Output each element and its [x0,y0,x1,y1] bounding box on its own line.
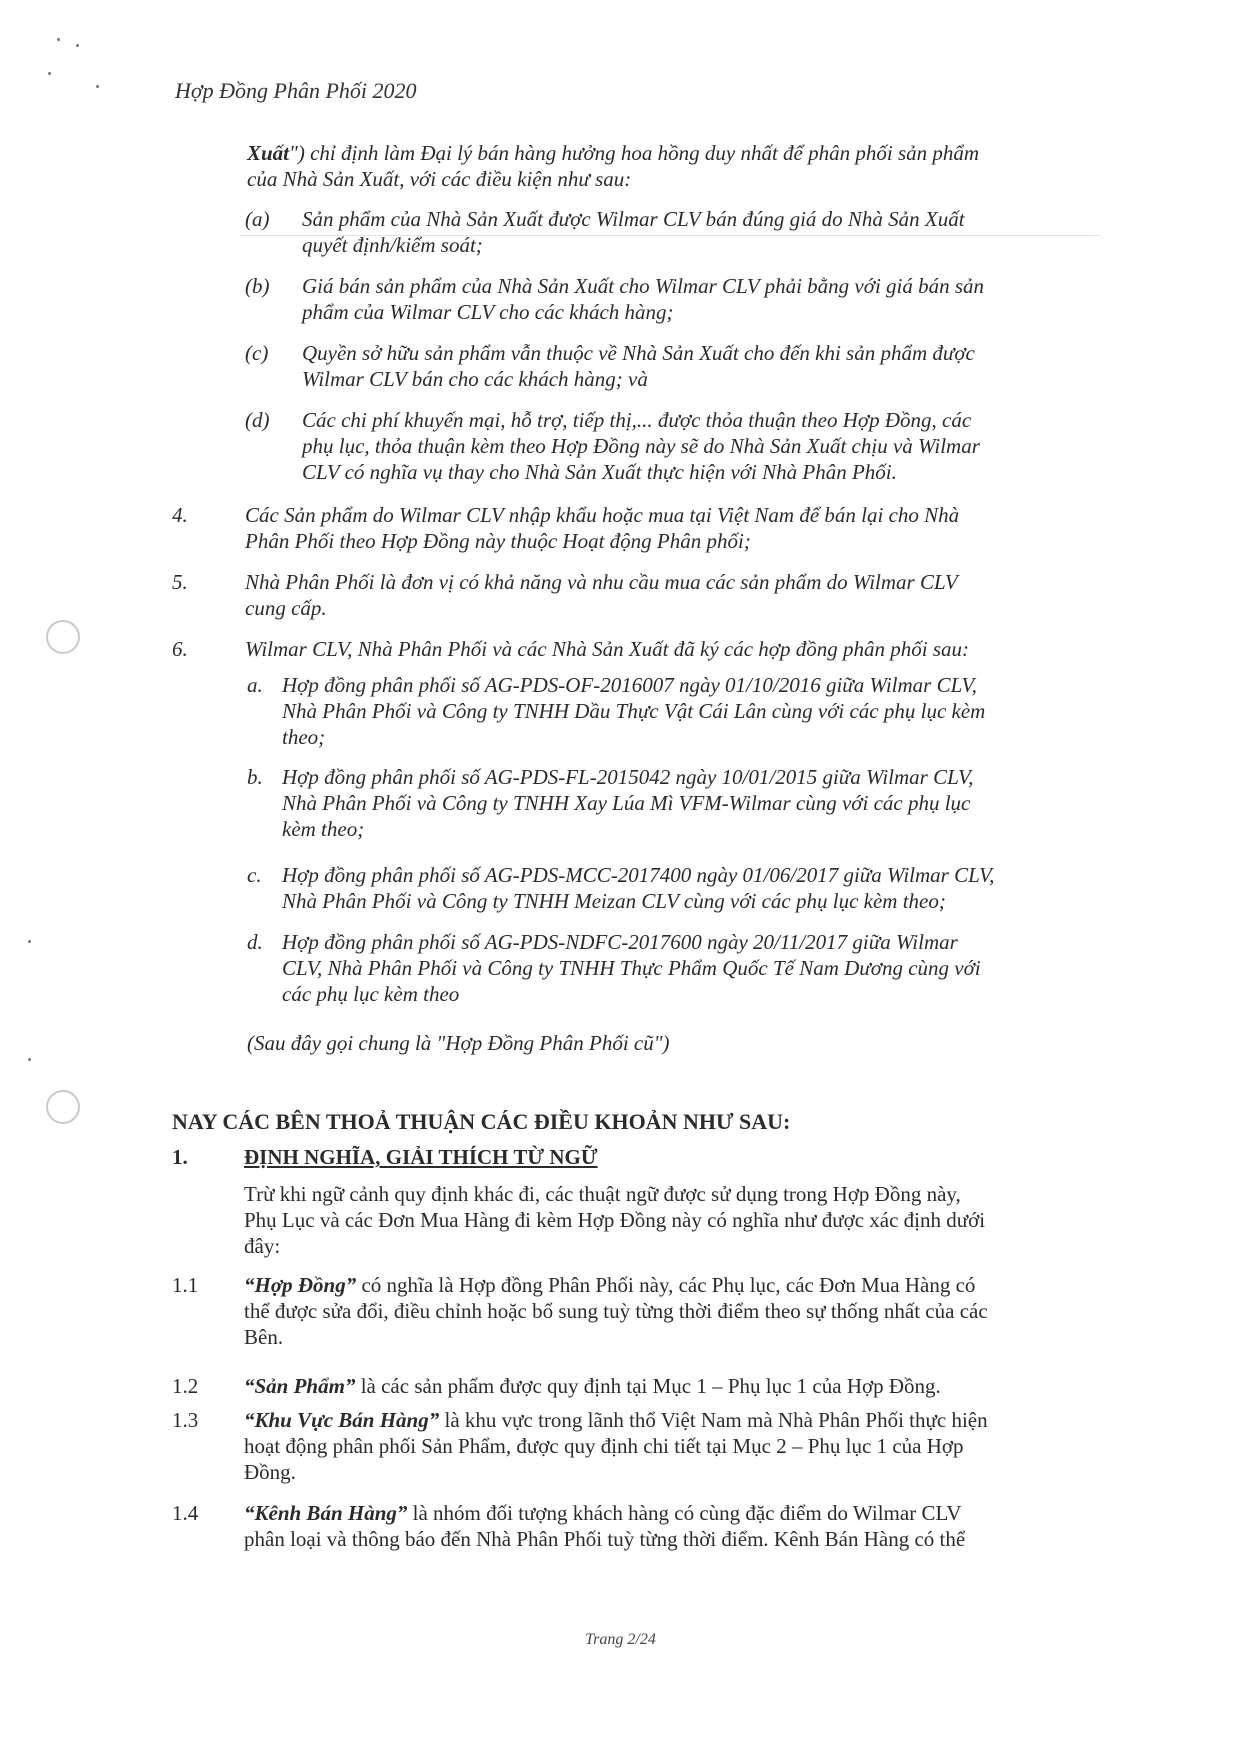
definition-text-line: hoạt động phân phối Sản Phẩm, được quy định chi tiết tại Mục 2 – Phụ lục 1 của Hợp [244,1434,964,1458]
contract-label: b. [247,765,263,789]
condition-text-line: Các chi phí khuyến mại, hỗ trợ, tiếp thị,... được thỏa thuận theo Hợp Đồng, các [302,408,972,432]
contract-label: a. [247,673,263,697]
definition-first-line [244,1373,941,1399]
contract-text-line: Nhà Phân Phối và Công ty TNHH Xay Lúa Mì VFM-Wilmar cùng với các phụ lục [282,791,971,815]
recital-text-line: Wilmar CLV, Nhà Phân Phối và các Nhà Sản Xuất đã ký các hợp đồng phân phối sau: [245,637,969,661]
definition-text: là các sản phẩm được quy định tại Mục 1 – Phụ lục 1 của Hợp Đồng. [355,1374,941,1398]
recital-text-line: cung cấp. [245,596,327,620]
condition-text-line: CLV có nghĩa vụ thay cho Nhà Sản Xuất thực hiện với Nhà Phân Phối. [302,460,897,484]
intro-bold-term: Xuất [247,141,290,165]
condition-label: (d) [245,408,270,432]
intro-line-1-rest: ") chỉ định làm Đại lý bán hàng hưởng hoa hồng duy nhất để phân phối sản phẩm [289,141,980,165]
definition-first-line [244,1500,962,1526]
contract-text-line: Hợp đồng phân phối số AG-PDS-FL-2015042 ngày 10/01/2015 giữa Wilmar CLV, [282,765,974,789]
definition-term: “Hợp Đồng” [244,1273,357,1297]
definition-text-line: thể được sửa đổi, điều chỉnh hoặc bổ sung tuỳ từng thời điểm theo sự thống nhất của các [244,1299,988,1323]
definition-term: “Khu Vực Bán Hàng” [244,1408,440,1432]
section-1-title: ĐỊNH NGHĨA, GIẢI THÍCH TỪ NGỮ [244,1145,598,1169]
agreement-heading: NAY CÁC BÊN THOẢ THUẬN CÁC ĐIỀU KHOẢN NHƯ SAU: [172,1109,791,1134]
definition-text: có nghĩa là Hợp đồng Phân Phối này, các Phụ lục, các Đơn Mua Hàng có [356,1273,976,1297]
condition-label: (a) [245,207,270,231]
condition-text-line: Giá bán sản phẩm của Nhà Sản Xuất cho Wilmar CLV phải bằng với giá bán sản [302,274,985,298]
page-number: Trang 2/24 [585,1631,656,1648]
definition-number: 1.1 [172,1273,199,1297]
scan-speck [57,38,60,41]
section-1-intro-line: Phụ Lục và các Đơn Mua Hàng đi kèm Hợp Đồng này có nghĩa như được xác định dưới [244,1208,986,1232]
section-1-intro-line: Trừ khi ngữ cảnh quy định khác đi, các thuật ngữ được sử dụng trong Hợp Đồng này, [244,1182,961,1206]
recital-number: 6. [172,637,188,661]
recital-number: 5. [172,570,188,594]
definition-number: 1.2 [172,1374,199,1398]
recital-text-line: Các Sản phẩm do Wilmar CLV nhập khẩu hoặc mua tại Việt Nam để bán lại cho Nhà [245,503,960,527]
scan-speck [28,940,31,943]
condition-label: (c) [245,341,269,365]
contract-text-line: Hợp đồng phân phối số AG-PDS-NDFC-2017600 ngày 20/11/2017 giữa Wilmar [282,930,958,954]
intro-line-1 [247,140,979,166]
scan-speck [96,85,99,88]
contract-text-line: Nhà Phân Phối và Công ty TNHH Dầu Thực Vật Cái Lân cùng với các phụ lục kèm [282,699,986,723]
collective-note: (Sau đây gọi chung là "Hợp Đồng Phân Phối cũ") [247,1031,670,1055]
definition-term: “Sản Phẩm” [244,1374,356,1398]
definition-text-line: Đồng. [244,1460,296,1484]
definition-text-line: Bên. [244,1325,284,1349]
contract-text-line: Nhà Phân Phối và Công ty TNHH Meizan CLV cùng với các phụ lục kèm theo; [282,889,946,913]
contract-text-line: Hợp đồng phân phối số AG-PDS-MCC-2017400 ngày 01/06/2017 giữa Wilmar CLV, [282,863,995,887]
scan-speck [48,72,51,75]
contract-text-line: kèm theo; [282,817,365,841]
contract-text-line: các phụ lục kèm theo [282,982,460,1006]
condition-label: (b) [245,274,270,298]
contract-label: d. [247,930,263,954]
definition-number: 1.3 [172,1408,199,1432]
punch-hole [46,620,80,654]
condition-text-line: Wilmar CLV bán cho các khách hàng; và [302,367,648,391]
definition-number: 1.4 [172,1501,199,1525]
contract-text-line: Hợp đồng phân phối số AG-PDS-OF-2016007 ngày 01/10/2016 giữa Wilmar CLV, [282,673,977,697]
punch-hole [46,1090,80,1124]
condition-text-line: Sản phẩm của Nhà Sản Xuất được Wilmar CLV bán đúng giá do Nhà Sản Xuất [302,207,965,231]
recital-text-line: Nhà Phân Phối là đơn vị có khả năng và nhu cầu mua các sản phẩm do Wilmar CLV [245,570,958,594]
intro-line-2: của Nhà Sản Xuất, với các điều kiện như sau: [247,167,632,191]
definition-text-line: phân loại và thông báo đến Nhà Phân Phối tuỳ từng thời điểm. Kênh Bán Hàng có thể [244,1527,966,1551]
condition-text-line: Quyền sở hữu sản phẩm vẫn thuộc về Nhà Sản Xuất cho đến khi sản phẩm được [302,341,975,365]
recital-text-line: Phân Phối theo Hợp Đồng này thuộc Hoạt động Phân phối; [245,529,751,553]
section-1-number: 1. [172,1145,188,1169]
condition-text-line: phụ lục, thỏa thuận kèm theo Hợp Đồng này sẽ do Nhà Sản Xuất chịu và Wilmar [302,434,980,458]
definition-text: là khu vực trong lãnh thổ Việt Nam mà Nhà Phân Phối thực hiện [439,1408,988,1432]
definition-first-line [244,1272,975,1298]
condition-text-line: phẩm của Wilmar CLV cho các khách hàng; [302,300,674,324]
recital-number: 4. [172,503,188,527]
definition-first-line [244,1407,988,1433]
condition-text-line: quyết định/kiểm soát; [302,233,483,257]
contract-text-line: CLV, Nhà Phân Phối và Công ty TNHH Thực Phẩm Quốc Tế Nam Dương cùng với [282,956,981,980]
definition-text: là nhóm đối tượng khách hàng có cùng đặc điểm do Wilmar CLV [407,1501,962,1525]
contract-text-line: theo; [282,725,326,749]
scan-speck [76,44,79,47]
contract-label: c. [247,863,262,887]
scan-speck [28,1058,31,1061]
definition-term: “Kênh Bán Hàng” [244,1501,408,1525]
section-1-intro-line: đây: [244,1234,281,1258]
document-header-title: Hợp Đồng Phân Phối 2020 [175,78,417,103]
